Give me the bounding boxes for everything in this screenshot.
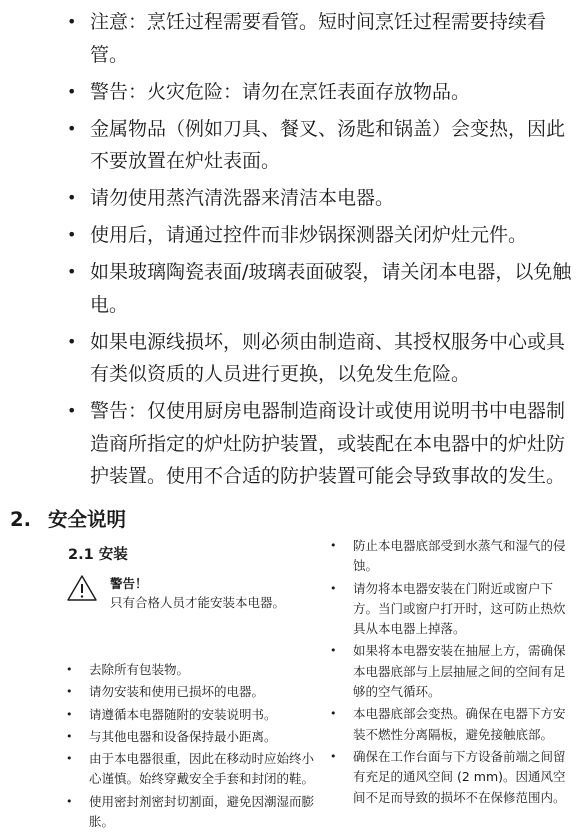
subsection-heading bbox=[68, 543, 318, 564]
list-item-text: 与其他电器和设备保持最小距离。 bbox=[89, 728, 277, 744]
section-heading bbox=[10, 504, 126, 532]
list-item bbox=[0, 219, 587, 252]
list-item bbox=[66, 705, 318, 725]
list-item-text: 本电器底部会变热。确保在电器下方安装不燃性分离隔板，避免接触底部。 bbox=[353, 706, 566, 742]
list-item bbox=[330, 536, 576, 577]
list-item bbox=[66, 749, 318, 790]
bullet-icon: • bbox=[67, 81, 77, 101]
bullet-icon: • bbox=[66, 663, 73, 676]
warning-box bbox=[66, 574, 318, 624]
list-item bbox=[66, 792, 318, 833]
bullet-icon: • bbox=[66, 685, 73, 699]
list-item-text: 去除所有包装物。 bbox=[89, 662, 190, 677]
list-item-text: 警告：仅使用厨房电器制造商设计或使用说明书中电器制造商所指定的炉灶防护装置，或装配在本电器中的炉灶防护装置。使用不合适的防护装置可能会导致事故的发生。 bbox=[90, 400, 566, 487]
bullet-icon: • bbox=[330, 749, 337, 763]
list-item bbox=[330, 747, 576, 808]
list-item-text: 如果电源线损坏，则必须由制造商、其授权服务中心或具有类似资质的人员进行更换，以免发生危险。 bbox=[90, 330, 566, 385]
bullet-icon: • bbox=[66, 729, 73, 743]
list-item-text: 如果玻璃陶瓷表面/玻璃表面破裂，请关闭本电器，以免触电。 bbox=[90, 261, 572, 316]
subsection-title: 安装 bbox=[98, 547, 128, 563]
list-item bbox=[330, 641, 576, 702]
subsection-number: 2.1 bbox=[68, 547, 94, 563]
bullet-icon: • bbox=[66, 752, 73, 766]
list-item bbox=[0, 6, 587, 71]
list-item bbox=[0, 182, 587, 215]
right-column bbox=[330, 536, 576, 810]
list-item bbox=[0, 326, 587, 391]
bullet-icon: • bbox=[67, 331, 77, 351]
section-number: 2. bbox=[10, 508, 31, 531]
bullet-icon: • bbox=[67, 118, 77, 138]
bullet-icon: • bbox=[67, 262, 77, 281]
list-item-text: 请勿使用蒸汽清洗器来清洁本电器。 bbox=[90, 187, 395, 209]
list-item-text: 警告：火灾危险：请勿在烹饪表面存放物品。 bbox=[90, 80, 471, 103]
list-item bbox=[0, 256, 587, 321]
bullet-icon: • bbox=[330, 539, 337, 552]
left-column bbox=[66, 543, 318, 834]
bullet-icon: • bbox=[67, 225, 77, 244]
list-item-text: 使用密封剂密封切割面，避免因潮湿而膨胀。 bbox=[89, 793, 315, 830]
list-item bbox=[330, 704, 576, 745]
bullet-icon: • bbox=[66, 707, 73, 721]
list-item-text: 确保在工作台面与下方设备前端之间留有充足的通风空间 (2 mm)。因通风空间不足而导致的损坏不在保修范围内。 bbox=[353, 748, 566, 805]
warning-title: 警告！ bbox=[110, 576, 148, 591]
list-item-text: 金属物品（例如刀具、餐叉、汤匙和锅盖）会变热，因此不要放置在炉灶表面。 bbox=[90, 117, 566, 172]
bullet-icon: • bbox=[66, 794, 73, 808]
bullet-icon: • bbox=[67, 188, 77, 207]
warning-text: 只有合格人员才能安装本电器。 bbox=[110, 595, 286, 610]
list-item-text: 使用后，请通过控件而非炒锅探测器关闭炉灶元件。 bbox=[90, 224, 528, 246]
list-item-text: 请勿将本电器安装在门附近或窗户下方。当门或窗户打开时，这可防止热炊具从本电器上掉落。 bbox=[353, 580, 566, 637]
list-item-text: 注意：烹饪过程需要看管。短时间烹饪过程需要持续看管。 bbox=[90, 11, 547, 66]
list-item bbox=[0, 76, 587, 109]
list-item bbox=[0, 395, 587, 493]
installation-list-right bbox=[330, 536, 576, 808]
bullet-icon: • bbox=[67, 401, 77, 420]
bullet-icon: • bbox=[67, 12, 77, 31]
list-item bbox=[66, 660, 318, 680]
list-item-text: 请遵循本电器随附的安装说明书。 bbox=[89, 706, 277, 722]
bullet-icon: • bbox=[330, 581, 337, 595]
list-item bbox=[0, 113, 587, 178]
safety-list-top bbox=[0, 6, 587, 497]
warning-triangle-icon bbox=[66, 574, 98, 602]
list-item bbox=[66, 727, 318, 747]
installation-list-left bbox=[66, 660, 318, 832]
list-item bbox=[330, 579, 576, 640]
bullet-icon: • bbox=[330, 707, 337, 721]
list-item-text: 防止本电器底部受到水蒸气和湿气的侵蚀。 bbox=[353, 538, 566, 574]
list-item-text: 请勿安装和使用已损坏的电器。 bbox=[89, 684, 265, 700]
bullet-icon: • bbox=[330, 644, 337, 658]
list-item-text: 由于本电器很重，因此在移动时应始终小心谨慎。始终穿戴安全手套和封闭的鞋。 bbox=[89, 751, 315, 787]
section-title: 安全说明 bbox=[48, 508, 127, 531]
list-item bbox=[66, 682, 318, 702]
list-item-text: 如果将本电器安装在抽屉上方，需确保本电器底部与上层抽屉之间的空间有足够的空气循环。 bbox=[353, 643, 566, 700]
